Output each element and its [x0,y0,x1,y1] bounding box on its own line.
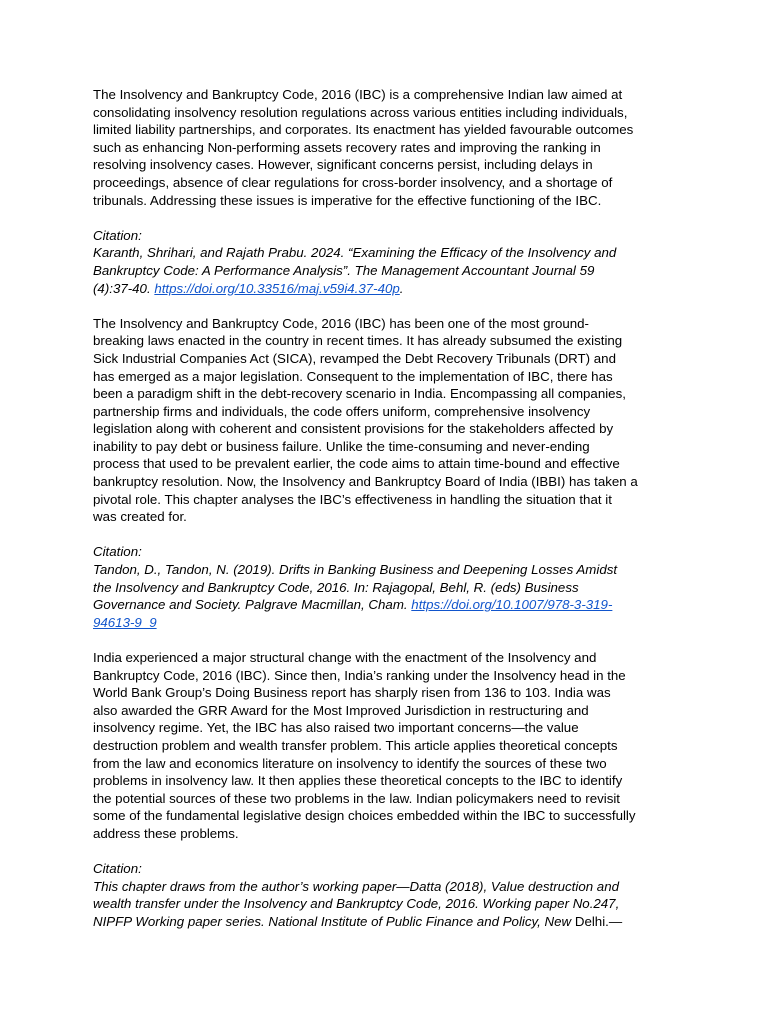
citation-text: . [399,280,404,296]
paragraph-gap [93,843,693,861]
citation-2 [93,543,693,631]
citation-line [93,280,693,298]
citation-text-normal: Delhi.— [574,913,623,929]
text-line: some of the fundamental legislative design choices embedded within the IBC to successfully [93,808,636,824]
text-line: legislation along with coherent and consistent provisions for the stakeholders affected by [93,421,614,437]
doi-link-continued[interactable]: 94613-9_9 [93,614,157,630]
text-line: the potential sources of these two problems in the law. Indian policymakers need to revisit [93,790,620,806]
text-line: The Insolvency and Bankruptcy Code, 2016 (IBC) has been one of the most ground- [93,315,589,331]
text-line: Bankruptcy Code, 2016 (IBC). Since then, India’s ranking under the Insolvency head in the [93,667,626,683]
text-line: bankruptcy resolution. Now, the Insolvency and Bankruptcy Board of India (IBBI) has taken a [93,474,638,490]
citation-line: This chapter draws from the author’s working paper—Datta (2018), Value destruction and [93,878,619,894]
paragraph-gap [93,209,693,227]
text-line: limited liability partnerships, and corporates. Its enactment has yielded favourable outcomes [93,122,634,138]
text-line: India experienced a major structural change with the enactment of the Insolvency and [93,650,597,665]
text-line: World Bank Group’s Doing Business report has sharply risen from 136 to 103. India was [93,685,611,701]
paragraph-gap [93,526,693,544]
text-line: has emerged as a major legislation. Consequent to the implementation of IBC, there has [93,368,613,384]
text-line: pivotal role. This chapter analyses the IBC’s effectiveness in handling the situation that it [93,491,612,507]
text-line: partnership firms and individuals, the code offers uniform, comprehensive insolvency [93,403,591,419]
citation-text: (4):37-40. [93,280,155,296]
text-line: proceedings, absence of clear regulations for cross-border insolvency, and a shortage of [93,174,613,190]
paragraph-1 [93,86,693,209]
citation-line [93,913,693,931]
text-line: been a paradigm shift in the debt-recovery scenario in India. Encompassing all companies, [93,386,626,402]
document-body [93,86,693,931]
text-line: Sick Industrial Companies Act (SICA), revamped the Debt Recovery Tribunals (DRT) and [93,350,616,366]
text-line: destruction problem and wealth transfer problem. This article applies theoretical concepts [93,737,618,753]
citation-line: Karanth, Shrihari, and Rajath Prabu. 2024. “Examining the Efficacy of the Insolvency and [93,245,617,261]
citation-line: Bankruptcy Code: A Performance Analysis”. The Management Accountant Journal 59 [93,262,595,278]
text-line: was created for. [93,509,187,525]
citation-text: Governance and Society. Palgrave Macmillan, Cham. [93,597,412,613]
text-line: such as enhancing Non-performing assets recovery rates and improving the ranking in [93,139,601,155]
doi-link[interactable]: https://doi.org/10.33516/maj.v59i4.37-40p [154,280,400,296]
text-line: insolvency regime. Yet, the IBC has also raised two important concerns—the value [93,720,579,736]
citation-line: Tandon, D., Tandon, N. (2019). Drifts in Banking Business and Deepening Losses Amidst [93,562,618,578]
citation-1 [93,227,693,297]
text-line: inability to pay debt or business failure. Unlike the time-consuming and never-ending [93,438,590,454]
text-line: breaking laws enacted in the country in recent times. It has already subsumed the existing [93,333,623,349]
text-line: also awarded the GRR Award for the Most Improved Jurisdiction in restructuring and [93,702,589,718]
paragraph-3 [93,649,693,843]
citation-label: Citation: [93,544,142,560]
citation-text: NIPFP Working paper series. National Institute of Public Finance and Policy, New [93,913,575,929]
text-line: from the law and economics literature on insolvency to identify the sources of these two [93,755,607,771]
text-line: consolidating insolvency resolution regulations across various entities including individuals, [93,104,628,120]
text-line: address these problems. [93,825,239,841]
citation-line: the Insolvency and Bankruptcy Code, 2016. In: Rajagopal, Behl, R. (eds) Business [93,579,579,595]
paragraph-2 [93,315,693,526]
paragraph-gap [93,631,693,649]
citation-3 [93,860,693,930]
citation-label: Citation: [93,861,142,877]
text-line: process that used to be prevalent earlier, the code aims to attain time-bound and effective [93,456,620,472]
paragraph-gap [93,297,693,315]
text-line: The Insolvency and Bankruptcy Code, 2016 (IBC) is a comprehensive Indian law aimed at [93,87,623,102]
citation-line [93,614,693,632]
citation-label: Citation: [93,227,142,243]
text-line: resolving insolvency cases. However, significant concerns persist, including delays in [93,157,593,173]
doi-link[interactable]: https://doi.org/10.1007/978-3-319- [411,597,613,613]
text-line: problems in insolvency law. It then applies these theoretical concepts to the IBC to identify [93,773,623,789]
citation-line: wealth transfer under the Insolvency and Bankruptcy Code, 2016. Working paper No.247, [93,896,620,912]
citation-line [93,596,693,614]
text-line: tribunals. Addressing these issues is imperative for the effective functioning of the IBC. [93,192,602,208]
